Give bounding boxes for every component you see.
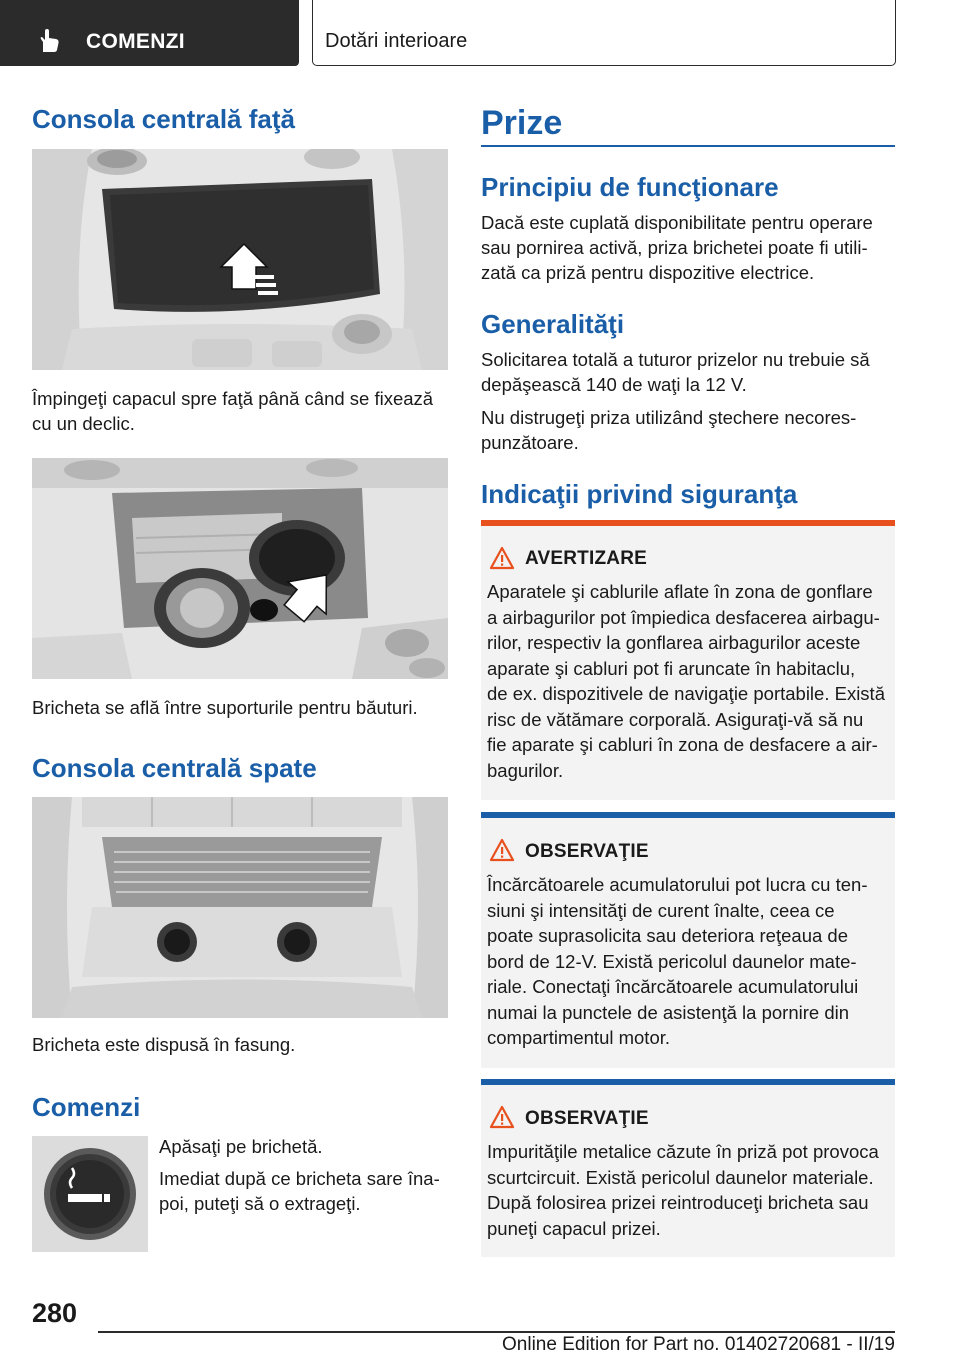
controls-text-2: Imediat după ce bricheta sare îna‐ poi, puteţi să o extrageţi. xyxy=(159,1168,440,1214)
general-para-2: Nu distrugeţi priza utilizând ştechere necores‐ punzătoare. xyxy=(481,407,857,453)
notice-title-1: OBSERVAŢIE xyxy=(525,841,649,862)
header-section-tab xyxy=(0,0,299,66)
warning-title: AVERTIZARE xyxy=(525,548,647,569)
notice-triangle-icon xyxy=(489,838,515,862)
footer-edition: Online Edition for Part no. 01402720681 - II/19 xyxy=(502,1334,895,1355)
sockets-title: Prize xyxy=(481,104,563,142)
notice-title-2: OBSERVAŢIE xyxy=(525,1108,649,1129)
header-section-label: COMENZI xyxy=(86,30,185,53)
notice-bar-1 xyxy=(481,812,895,818)
cigarette-icon xyxy=(68,1194,102,1202)
front-console-cover-image xyxy=(32,149,448,370)
general-para-1: Solicitarea totală a tuturor prizelor nu trebuie să depăşească 140 de waţi la 12 V. xyxy=(481,349,870,395)
page-number: 280 xyxy=(32,1298,78,1328)
front-console-caption-2: Bricheta se află între suporturile pentru băuturi. xyxy=(32,697,418,718)
warning-triangle-icon xyxy=(489,546,515,570)
notice-body-1: Încărcătoarele acumulatorului pot lucra cu ten‐ siuni şi intensităţi de curent înalte, ceea ce poate suprasolicita sau deteriora reţeaua de bord de 12-V. Există pericolul daunelor mate‐ riale. Conectaţi încărcătoarele acumulatorului numai la punctele de asistenţă la pornire din compartimentul motor. xyxy=(487,874,868,1048)
controls-heading: Comenzi xyxy=(32,1092,141,1122)
notice-bar-2 xyxy=(481,1079,895,1085)
warning-box xyxy=(481,520,895,800)
front-console-caption-1: Împingeţi capacul spre faţă până când se fixează cu un declic. xyxy=(32,388,434,434)
principle-heading: Principiu de funcţionare xyxy=(481,172,779,202)
notice-box-1 xyxy=(481,812,895,1068)
notice-body-2: Impurităţile metalice căzute în priză pot provoca scurtcircuit. Există pericolul daunelor materiale. După folosirea prizei reintroduceţi bricheta sau puneţi capacul prizei. xyxy=(487,1141,879,1239)
notice-triangle-icon xyxy=(489,1105,515,1129)
header-chapter-tab xyxy=(312,0,896,66)
safety-heading: Indicaţii privind siguranţa xyxy=(481,479,798,509)
hand-pointer-icon xyxy=(36,28,62,54)
general-heading: Generalităţi xyxy=(481,309,625,339)
rear-console-caption: Bricheta este dispusă în fasung. xyxy=(32,1034,296,1055)
notice-box-2 xyxy=(481,1079,895,1257)
rear-console-heading: Consola centrală spate xyxy=(32,753,317,783)
header-chapter-label: Dotări interioare xyxy=(325,30,468,52)
footer-rule xyxy=(98,1331,895,1333)
title-rule xyxy=(481,145,895,147)
controls-text-1: Apăsaţi pe brichetă. xyxy=(159,1136,323,1157)
principle-text: Dacă este cuplată disponibilitate pentru operare sau pornirea activă, priza brichetei poate fi utili‐ zată ca priză pentru dispozitive electrice. xyxy=(481,212,873,283)
front-console-heading: Consola centrală faţă xyxy=(32,104,295,134)
front-console-lighter-image xyxy=(32,458,448,679)
lighter-button-image xyxy=(32,1136,148,1252)
rear-console-image xyxy=(32,797,448,1018)
warning-bar xyxy=(481,520,895,526)
warning-body: Aparatele şi cablurile aflate în zona de gonflare a airbagurilor pot împiedica desfacerea airbagu‐ rilor, respectiv la gonflarea airbagurilor aceste aparate şi cabluri pot fi aruncate în habitaclu, de ex. dispozitivele de navigaţie portabile. Există risc de vătămare corporală. Asiguraţi-vă să nu fie aparate şi cabluri în zona de desfacere a air‐ bagurilor. xyxy=(487,581,885,781)
